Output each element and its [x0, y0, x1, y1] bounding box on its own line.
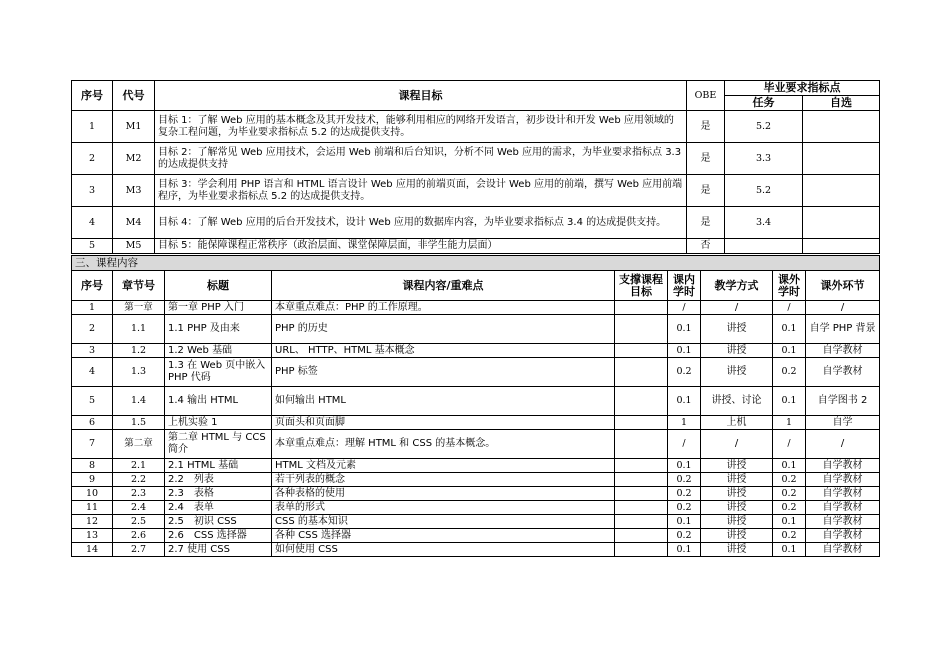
- content-title: 2.5 初识 CSS: [165, 515, 272, 529]
- content-text: 各种 CSS 选择器: [272, 529, 615, 543]
- content-out-link: 自学教材: [806, 358, 880, 387]
- goal-seq: 3: [72, 175, 113, 207]
- content-out-link: 自学教材: [806, 344, 880, 358]
- content-seq: 11: [72, 501, 113, 515]
- content-out-hours: /: [773, 301, 806, 315]
- content-chapter: 1.4: [113, 387, 165, 416]
- goal-text: 目标 1：了解 Web 应用的基本概念及其开发技术，能够利用相应的网络开发语言，初步设计和开发 Web 应用领域的复杂工程问题，为毕业要求指标点 5.2 的达成提供支持。: [155, 111, 687, 143]
- content-method: 讲授: [701, 473, 773, 487]
- content-method: 讲授: [701, 529, 773, 543]
- content-in-hours: /: [668, 430, 701, 459]
- content-title: 1.2 Web 基础: [165, 344, 272, 358]
- header-seq: 序号: [72, 271, 113, 301]
- goal-text: 目标 3：学会利用 PHP 语言和 HTML 语言设计 Web 应用的前端页面，会设计 Web 应用的前端，撰写 Web 应用前端程序，为毕业要求指标点 5.2 的达成提供支持。: [155, 175, 687, 207]
- content-out-link: 自学教材: [806, 515, 880, 529]
- content-title: 1.1 PHP 及由来: [165, 315, 272, 344]
- content-chapter: 1.3: [113, 358, 165, 387]
- content-in-hours: 0.1: [668, 543, 701, 557]
- content-method: 讲授: [701, 501, 773, 515]
- content-out-link: 自学教材: [806, 487, 880, 501]
- header-code: 代号: [113, 81, 155, 111]
- content-out-hours: 0.2: [773, 487, 806, 501]
- content-in-hours: 0.2: [668, 487, 701, 501]
- goal-elective: [803, 175, 880, 207]
- content-row: [72, 387, 880, 416]
- content-out-hours: 0.1: [773, 459, 806, 473]
- content-support: [615, 459, 668, 473]
- content-chapter: 2.2: [113, 473, 165, 487]
- header-out-link: 课外环节: [806, 271, 880, 301]
- content-chapter: 2.6: [113, 529, 165, 543]
- content-out-hours: 0.2: [773, 501, 806, 515]
- goal-task: 5.2: [725, 175, 803, 207]
- goal-code: M4: [113, 207, 155, 239]
- content-title: 2.6 CSS 选择器: [165, 529, 272, 543]
- content-out-link: 自学教材: [806, 501, 880, 515]
- content-text: 表单的形式: [272, 501, 615, 515]
- header-title: 标题: [165, 271, 272, 301]
- content-seq: 7: [72, 430, 113, 459]
- content-in-hours: /: [668, 301, 701, 315]
- content-text: PHP 的历史: [272, 315, 615, 344]
- goal-row: [72, 143, 880, 175]
- header-requirement: 毕业要求指标点: [725, 81, 880, 96]
- content-row: [72, 473, 880, 487]
- content-row: [72, 358, 880, 387]
- content-chapter: 2.4: [113, 501, 165, 515]
- header-method: 教学方式: [701, 271, 773, 301]
- content-text: 若干列表的概念: [272, 473, 615, 487]
- content-out-hours: 0.1: [773, 344, 806, 358]
- content-out-link: 自学图书 2: [806, 387, 880, 416]
- content-method: 讲授: [701, 459, 773, 473]
- content-out-link: 自学: [806, 416, 880, 430]
- content-method: /: [701, 301, 773, 315]
- content-row: [72, 543, 880, 557]
- content-out-hours: 0.1: [773, 543, 806, 557]
- content-support: [615, 487, 668, 501]
- content-text: 如何输出 HTML: [272, 387, 615, 416]
- content-text: HTML 文档及元素: [272, 459, 615, 473]
- content-support: [615, 473, 668, 487]
- content-in-hours: 0.2: [668, 358, 701, 387]
- content-support: [615, 387, 668, 416]
- content-chapter: 2.3: [113, 487, 165, 501]
- content-text: PHP 标签: [272, 358, 615, 387]
- goal-elective: [803, 239, 880, 254]
- content-title: 1.4 输出 HTML: [165, 387, 272, 416]
- content-method: 讲授、讨论: [701, 387, 773, 416]
- header-out-hours: 课外学时: [773, 271, 806, 301]
- goal-elective: [803, 111, 880, 143]
- goal-text: 目标 5：能保障课程正常秩序（政治层面、课堂保障层面，非学生能力层面）: [155, 239, 687, 254]
- content-method: 讲授: [701, 344, 773, 358]
- content-text: 如何使用 CSS: [272, 543, 615, 557]
- content-out-hours: 0.2: [773, 358, 806, 387]
- content-chapter: 1.5: [113, 416, 165, 430]
- header-chapter: 章节号: [113, 271, 165, 301]
- goal-row: [72, 207, 880, 239]
- content-out-link: 自学教材: [806, 459, 880, 473]
- header-support: 支撑课程目标: [615, 271, 668, 301]
- content-out-hours: 0.2: [773, 473, 806, 487]
- goal-text: 目标 4：了解 Web 应用的后台开发技术，设计 Web 应用的数据库内容，为毕业要求指标点 3.4 的达成提供支持。: [155, 207, 687, 239]
- content-support: [615, 344, 668, 358]
- content-seq: 9: [72, 473, 113, 487]
- goal-code: M5: [113, 239, 155, 254]
- header-in-hours: 课内学时: [668, 271, 701, 301]
- content-out-link: /: [806, 430, 880, 459]
- goal-elective: [803, 207, 880, 239]
- goal-task: 3.4: [725, 207, 803, 239]
- content-title: 1.3 在 Web 页中嵌入 PHP 代码: [165, 358, 272, 387]
- header-task: 任务: [725, 96, 803, 111]
- goal-code: M1: [113, 111, 155, 143]
- content-title: 上机实验 1: [165, 416, 272, 430]
- goal-obe: 否: [687, 239, 725, 254]
- goal-row: [72, 175, 880, 207]
- content-chapter: 2.7: [113, 543, 165, 557]
- content-support: [615, 315, 668, 344]
- content-title: 2.3 表格: [165, 487, 272, 501]
- content-out-hours: 0.2: [773, 529, 806, 543]
- content-chapter: 2.5: [113, 515, 165, 529]
- content-out-hours: 0.1: [773, 315, 806, 344]
- content-in-hours: 0.2: [668, 529, 701, 543]
- content-chapter: 1.1: [113, 315, 165, 344]
- content-in-hours: 0.1: [668, 387, 701, 416]
- content-text: URL、 HTTP、HTML 基本概念: [272, 344, 615, 358]
- header-elective: 自选: [803, 96, 880, 111]
- content-title: 第二章 HTML 与 CCS 简介: [165, 430, 272, 459]
- content-seq: 10: [72, 487, 113, 501]
- content-row: [72, 487, 880, 501]
- content-chapter: 2.1: [113, 459, 165, 473]
- content-seq: 8: [72, 459, 113, 473]
- content-row: [72, 515, 880, 529]
- content-title: 2.4 表单: [165, 501, 272, 515]
- content-seq: 1: [72, 301, 113, 315]
- content-method: /: [701, 430, 773, 459]
- goal-task: [725, 239, 803, 254]
- goal-seq: 2: [72, 143, 113, 175]
- content-row: [72, 501, 880, 515]
- content-text: 各种表格的使用: [272, 487, 615, 501]
- header-seq: 序号: [72, 81, 113, 111]
- content-method: 讲授: [701, 315, 773, 344]
- content-text: 本章重点难点：PHP 的工作原理。: [272, 301, 615, 315]
- content-method: 讲授: [701, 543, 773, 557]
- content-row: [72, 315, 880, 344]
- content-in-hours: 0.1: [668, 459, 701, 473]
- content-seq: 3: [72, 344, 113, 358]
- content-out-hours: 1: [773, 416, 806, 430]
- goal-seq: 4: [72, 207, 113, 239]
- content-in-hours: 0.1: [668, 315, 701, 344]
- content-out-link: 自学教材: [806, 543, 880, 557]
- goal-elective: [803, 143, 880, 175]
- content-out-link: 自学 PHP 背景: [806, 315, 880, 344]
- header-goal: 课程目标: [155, 81, 687, 111]
- content-title: 2.7 使用 CSS: [165, 543, 272, 557]
- content-out-hours: /: [773, 430, 806, 459]
- content-out-hours: 0.1: [773, 515, 806, 529]
- header-obe: OBE: [687, 81, 725, 111]
- content-method: 上机: [701, 416, 773, 430]
- content-seq: 14: [72, 543, 113, 557]
- header-content: 课程内容/重难点: [272, 271, 615, 301]
- content-out-link: 自学教材: [806, 473, 880, 487]
- goal-obe: 是: [687, 111, 725, 143]
- goal-obe: 是: [687, 175, 725, 207]
- content-seq: 5: [72, 387, 113, 416]
- content-title: 2.2 列表: [165, 473, 272, 487]
- goal-code: M3: [113, 175, 155, 207]
- content-seq: 4: [72, 358, 113, 387]
- course-goals-table: [71, 80, 880, 254]
- content-out-link: 自学教材: [806, 529, 880, 543]
- goal-code: M2: [113, 143, 155, 175]
- course-content-table: [71, 255, 880, 557]
- content-row: [72, 430, 880, 459]
- goal-obe: 是: [687, 207, 725, 239]
- content-row: [72, 459, 880, 473]
- goal-seq: 1: [72, 111, 113, 143]
- goal-seq: 5: [72, 239, 113, 254]
- content-in-hours: 0.1: [668, 344, 701, 358]
- content-text: 本章重点难点：理解 HTML 和 CSS 的基本概念。: [272, 430, 615, 459]
- content-support: [615, 543, 668, 557]
- content-method: 讲授: [701, 515, 773, 529]
- goal-task: 3.3: [725, 143, 803, 175]
- content-support: [615, 358, 668, 387]
- content-out-hours: 0.1: [773, 387, 806, 416]
- content-seq: 6: [72, 416, 113, 430]
- content-support: [615, 430, 668, 459]
- content-row: [72, 416, 880, 430]
- content-chapter: 第二章: [113, 430, 165, 459]
- section-title: 三、课程内容: [72, 256, 880, 271]
- content-method: 讲授: [701, 487, 773, 501]
- goal-task: 5.2: [725, 111, 803, 143]
- content-support: [615, 501, 668, 515]
- content-support: [615, 416, 668, 430]
- content-row: [72, 301, 880, 315]
- content-title: 2.1 HTML 基础: [165, 459, 272, 473]
- content-chapter: 第一章: [113, 301, 165, 315]
- content-in-hours: 1: [668, 416, 701, 430]
- content-support: [615, 515, 668, 529]
- goal-obe: 是: [687, 143, 725, 175]
- content-row: [72, 529, 880, 543]
- content-in-hours: 0.2: [668, 473, 701, 487]
- goal-row: [72, 111, 880, 143]
- content-title: 第一章 PHP 入门: [165, 301, 272, 315]
- content-row: [72, 344, 880, 358]
- content-seq: 12: [72, 515, 113, 529]
- goal-row: [72, 239, 880, 254]
- content-support: [615, 529, 668, 543]
- content-seq: 13: [72, 529, 113, 543]
- content-in-hours: 0.1: [668, 515, 701, 529]
- content-in-hours: 0.2: [668, 501, 701, 515]
- content-seq: 2: [72, 315, 113, 344]
- content-method: 讲授: [701, 358, 773, 387]
- content-support: [615, 301, 668, 315]
- content-out-link: /: [806, 301, 880, 315]
- goal-text: 目标 2：了解常见 Web 应用技术，会运用 Web 前端和后台知识，分析不同 Web 应用的需求，为毕业要求指标点 3.3 的达成提供支持: [155, 143, 687, 175]
- content-text: 页面头和页面脚: [272, 416, 615, 430]
- content-chapter: 1.2: [113, 344, 165, 358]
- content-text: CSS 的基本知识: [272, 515, 615, 529]
